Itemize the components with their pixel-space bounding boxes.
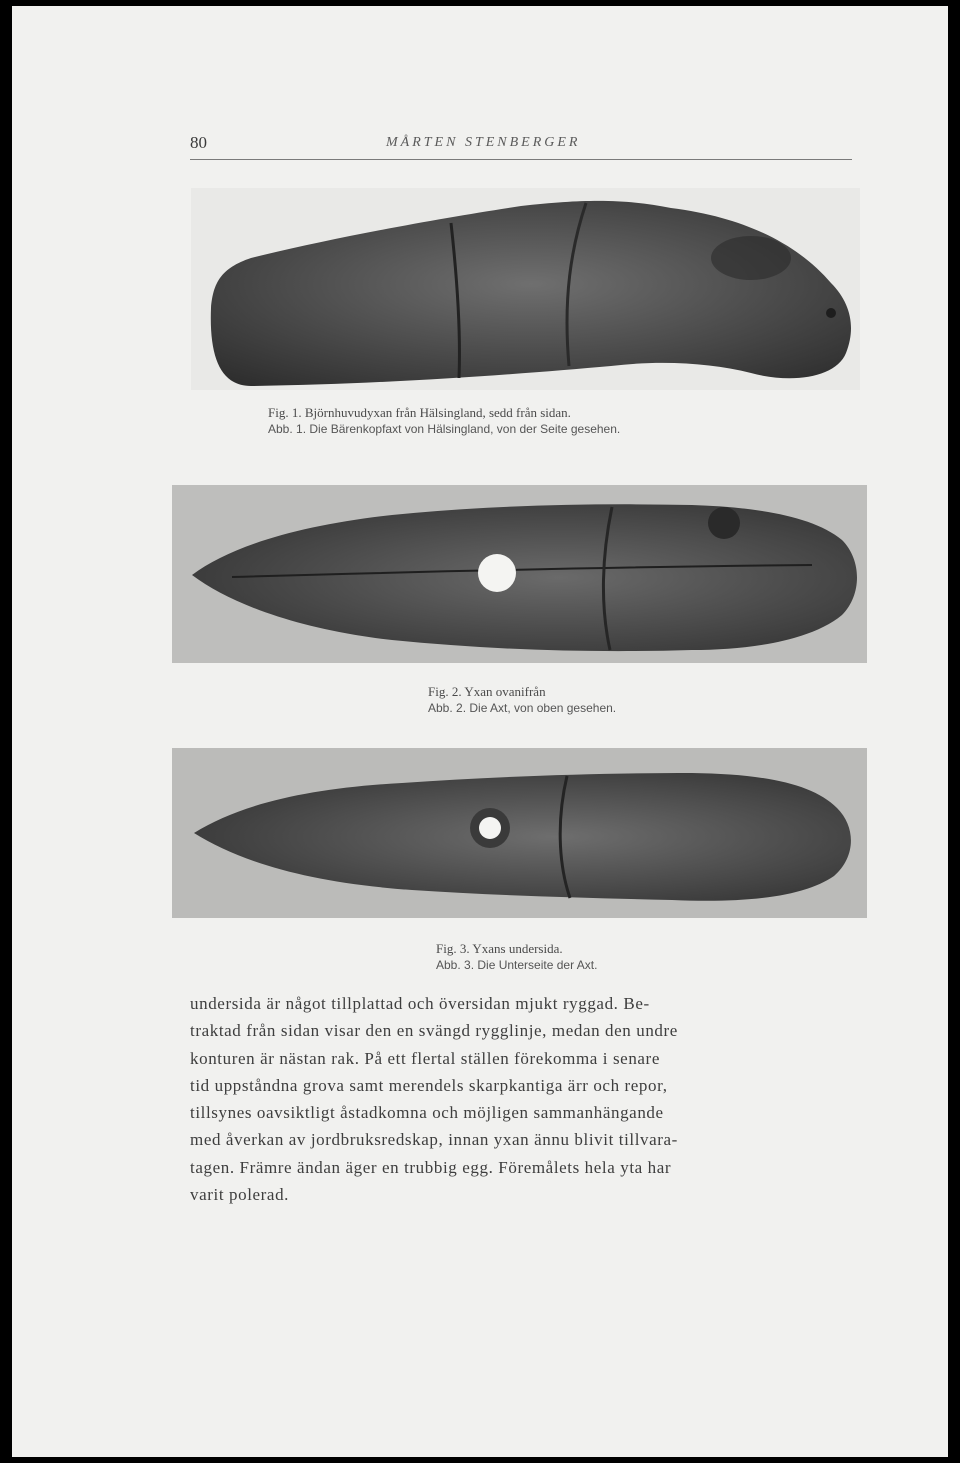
body-line: undersida är något tillplattad och översidan mjukt ryggad. Be- <box>190 994 650 1013</box>
figure-3-caption <box>436 940 597 974</box>
body-line: tagen. Främre ändan äger en trubbig egg. Föremålets hela yta har <box>190 1157 672 1177</box>
figure-2-caption <box>428 683 616 717</box>
page-header <box>190 133 852 160</box>
figure-1-caption-german: Abb. 1. Die Bärenkopfaxt von Hälsingland, von der Seite gesehen. <box>268 422 621 436</box>
figure-1-caption <box>268 404 620 438</box>
figure-1-caption-swedish: Fig. 1. Björnhuvudyxan från Hälsingland, sedd från sidan. <box>268 405 571 420</box>
figure-3-caption-german: Abb. 3. Die Unterseite der Axt. <box>436 958 598 972</box>
figure-3-caption-swedish: Fig. 3. Yxans undersida. <box>436 941 563 956</box>
body-line: traktad från sidan visar den en svängd rygglinje, medan den undre <box>190 1021 678 1041</box>
body-line: tillsynes oavsiktligt åstadkomna och möjligen sammanhängande <box>190 1103 664 1123</box>
figure-2-photo <box>172 485 867 663</box>
body-line: konturen är nästan rak. På ett flertal ställen förekomma i senare <box>190 1048 660 1068</box>
figure-1-photo <box>191 188 860 390</box>
page-number: 80 <box>190 133 207 152</box>
running-head: MÅRTEN STENBERGER <box>386 135 581 150</box>
body-line: med åverkan av jordbruksredskap, innan yxan ännu blivit tillvara- <box>190 1130 678 1150</box>
figure-2-caption-swedish: Fig. 2. Yxan ovanifrån <box>428 684 546 699</box>
body-line: tid uppståndna grova samt merendels skarpkantiga ärr och repor, <box>190 1075 668 1095</box>
figure-3-photo <box>172 748 867 918</box>
figure-2-caption-german: Abb. 2. Die Axt, von oben gesehen. <box>428 701 617 715</box>
body-paragraph <box>190 990 852 1208</box>
body-line: varit polerad. <box>190 1185 290 1205</box>
